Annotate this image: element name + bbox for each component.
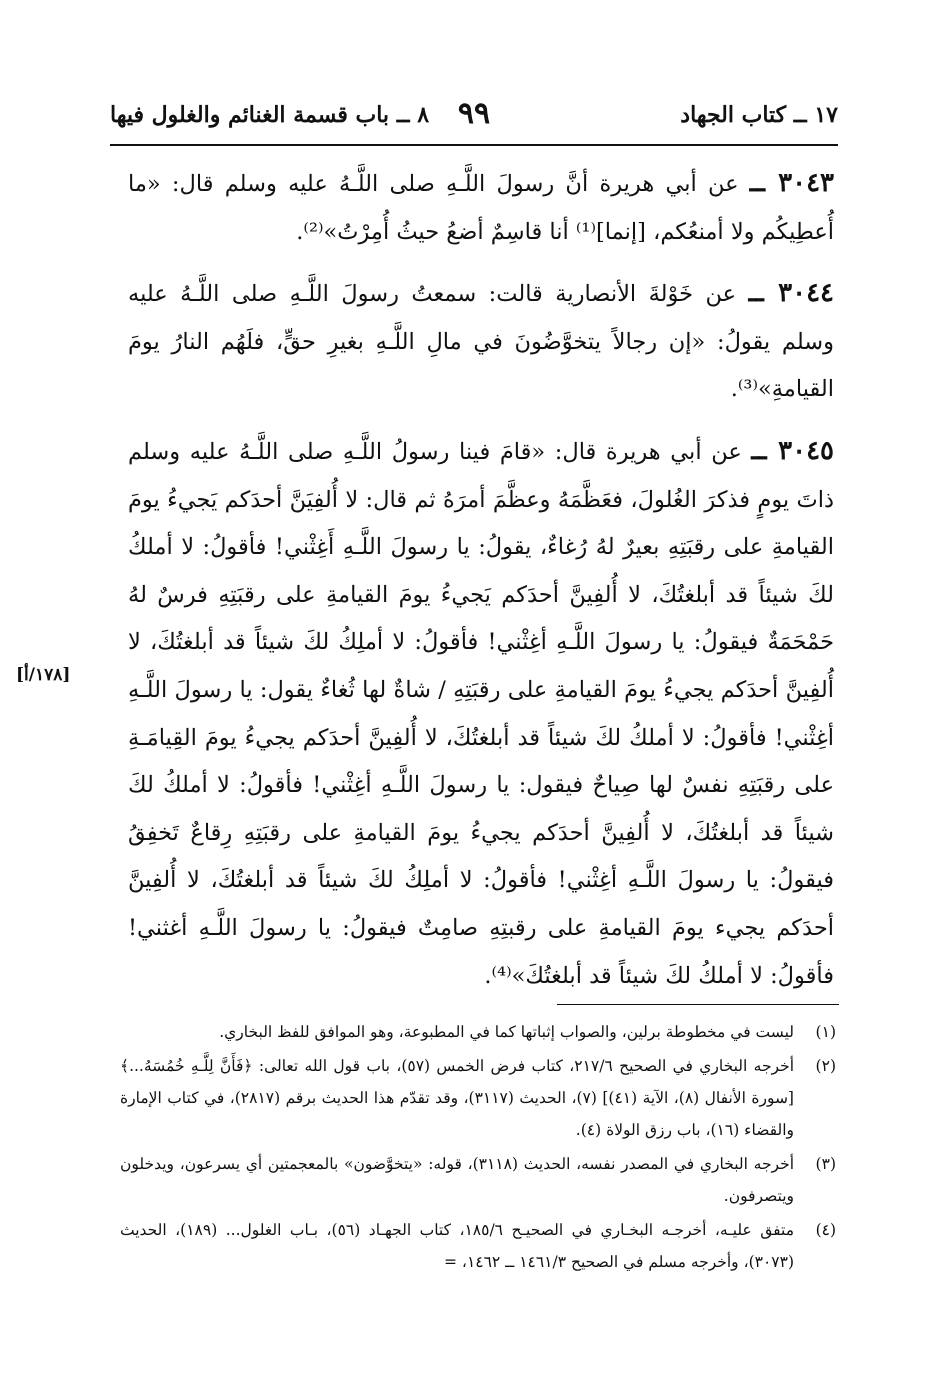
hadith-number: ٣٠٤٥ ــ	[751, 435, 834, 466]
header-rule	[110, 144, 838, 146]
footnote-number: (٤)	[815, 1221, 837, 1239]
footnote-rule	[557, 1004, 839, 1005]
section-title: ٨ ــ باب قسمة الغنائم والغلول فيها	[110, 102, 430, 128]
manuscript-folio-note: [١٧٨/أ]	[16, 665, 71, 685]
hadith-text: عن أبي هريرة أنَّ رسولَ اللَّـهِ صلى اللَّـهُ عليه وسلم قال: «ما أُعطِيكُم ولا أمنعُكم، [إنما]⁽¹⁾ أنا قاسِمٌ أضعُ حيثُ أُمِرْتُ»⁽²⁾.	[128, 171, 834, 245]
hadith-text: عن خَوْلةَ الأنصارية قالت: سمعتُ رسولَ اللَّـهِ صلى اللَّـهُ عليه وسلم يقولُ: «إن رجالاً يتخوَّضُونَ في مالِ اللَّـهِ بغيرِ حقٍّ، فلَهُم النارُ يومَ القيامةِ»⁽³⁾.	[128, 281, 834, 403]
footnote-4	[120, 1214, 836, 1278]
main-text	[128, 160, 834, 1000]
hadith-3044	[128, 270, 834, 414]
hadith-number: ٣٠٤٤ ــ	[748, 278, 835, 309]
running-header	[110, 96, 838, 144]
footnote-number: (٣)	[815, 1155, 836, 1173]
hadith-3043	[128, 160, 834, 256]
footnotes	[120, 1016, 836, 1280]
footnote-number: (٢)	[815, 1057, 836, 1075]
footnote-3	[120, 1148, 836, 1212]
footnote-text: أخرجه البخاري في المصدر نفسه، الحديث (٣١١٨)، قوله: «يتخوَّضون» بالمعجمتين أي يسرعون، ويدخلون ويتصرفون.	[120, 1155, 794, 1205]
chapter-title: ١٧ ــ كتاب الجهاد	[680, 102, 838, 128]
footnote-text: أخرجه البخاري في الصحيح ٢١٧/٦، كتاب فرض الخمس (٥٧)، باب قول الله تعالى: ﴿فَأَنَّ لِلَّـهِ خُمُسَهُ...﴾ [سورة الأنفال (٨)، الآية (٤١)] (٧)، الحديث (٣١١٧)، وقد تقدّم هذا الحديث برقم (٢٨١٧)، في كتاب الإمارة والقضاء (١٦)، باب رزق الولاة (٤).	[120, 1057, 794, 1139]
hadith-number: ٣٠٤٣ ــ	[749, 168, 835, 198]
footnote-number: (١)	[815, 1023, 836, 1041]
footnote-text: ليست في مخطوطة برلين، والصواب إثباتها كما في المطبوعة، وهو الموافق للفظ البخاري.	[219, 1023, 794, 1041]
hadith-3045	[128, 428, 834, 1000]
footnote-2	[120, 1050, 836, 1146]
footnote-text: متفق عليـه، أخرجـه البخـاري في الصحيـح ١٨٥/٦، كتاب الجهـاد (٥٦)، بـاب الغلول... (١٨٩)، الحديث (٣٠٧٣)، وأخرجه مسلم في الصحيح ١٤٦١/٣ ــ ١٤٦٢، =	[120, 1221, 795, 1271]
hadith-text: عن أبي هريرة قال: «قامَ فينا رسولُ اللَّـهِ صلى اللَّـهُ عليه وسلم ذاتَ يومٍ فذكرَ الغُلولَ، فعَظَّمَهُ وعظَّمَ أمرَهُ ثم قال: لا أُلفِيَنَّ أحدَكم يَجيءُ يومَ القيامةِ على رقبَتِهِ بعيرٌ لهُ رُغاءٌ، يقولُ: يا رسولَ اللَّـهِ أَغِثْني! فأقولُ: لا أملكُ لكَ شيئاً قد أبلغتُكَ، لا أُلفِينَّ أحدَكم يَجيءُ يومَ القيامةِ على رقبَتِهِ فرسٌ لهُ حَمْحَمَةٌ فيقولُ: يا رسولَ اللَّـهِ أغِثْني! فأقولُ: لا أملِكُ لكَ شيئاً قد أبلغتُكَ، لا أُلفِينَّ أحدَكم يجيءُ يومَ القيامةِ على رقبَتِهِ / شاةٌ لها ثُغاءٌ يقول: يا رسولَ اللَّـهِ أغِثْني! فأقولُ: لا أملكُ لكَ شيئاً قد أبلغتُكَ، لا أُلفِينَّ أحدَكم يجيءُ يومَ القِيامَـةِ على رقبَتِهِ نفسٌ لها صِياحٌ فيقول: يا رسولَ اللَّـهِ أغِثْني! فأقولُ: لا أملكُ لكَ شيئاً قد أبلغتُكَ، لا أُلفِينَّ أحدَكم يجيءُ يومَ القيامةِ على رقبَتِهِ رِقاعٌ تَخفِقُ فيقولُ: يا رسولَ اللَّـهِ أغِثْني! فأقولُ: لا أملِكُ لكَ شيئاً قد أبلغتُكَ، لا أُلفِينَّ أحدَكم يجيء يومَ القيامةِ على رقبتِهِ صامِتٌ فيقولُ: يا رسولَ اللَّـهِ أغثني! فأقولُ: لا أملكُ لكَ شيئاً قد أبلغتُكَ»⁽⁴⁾.	[128, 438, 834, 989]
page-number: ٩٩	[457, 96, 491, 131]
footnote-1	[120, 1016, 836, 1048]
